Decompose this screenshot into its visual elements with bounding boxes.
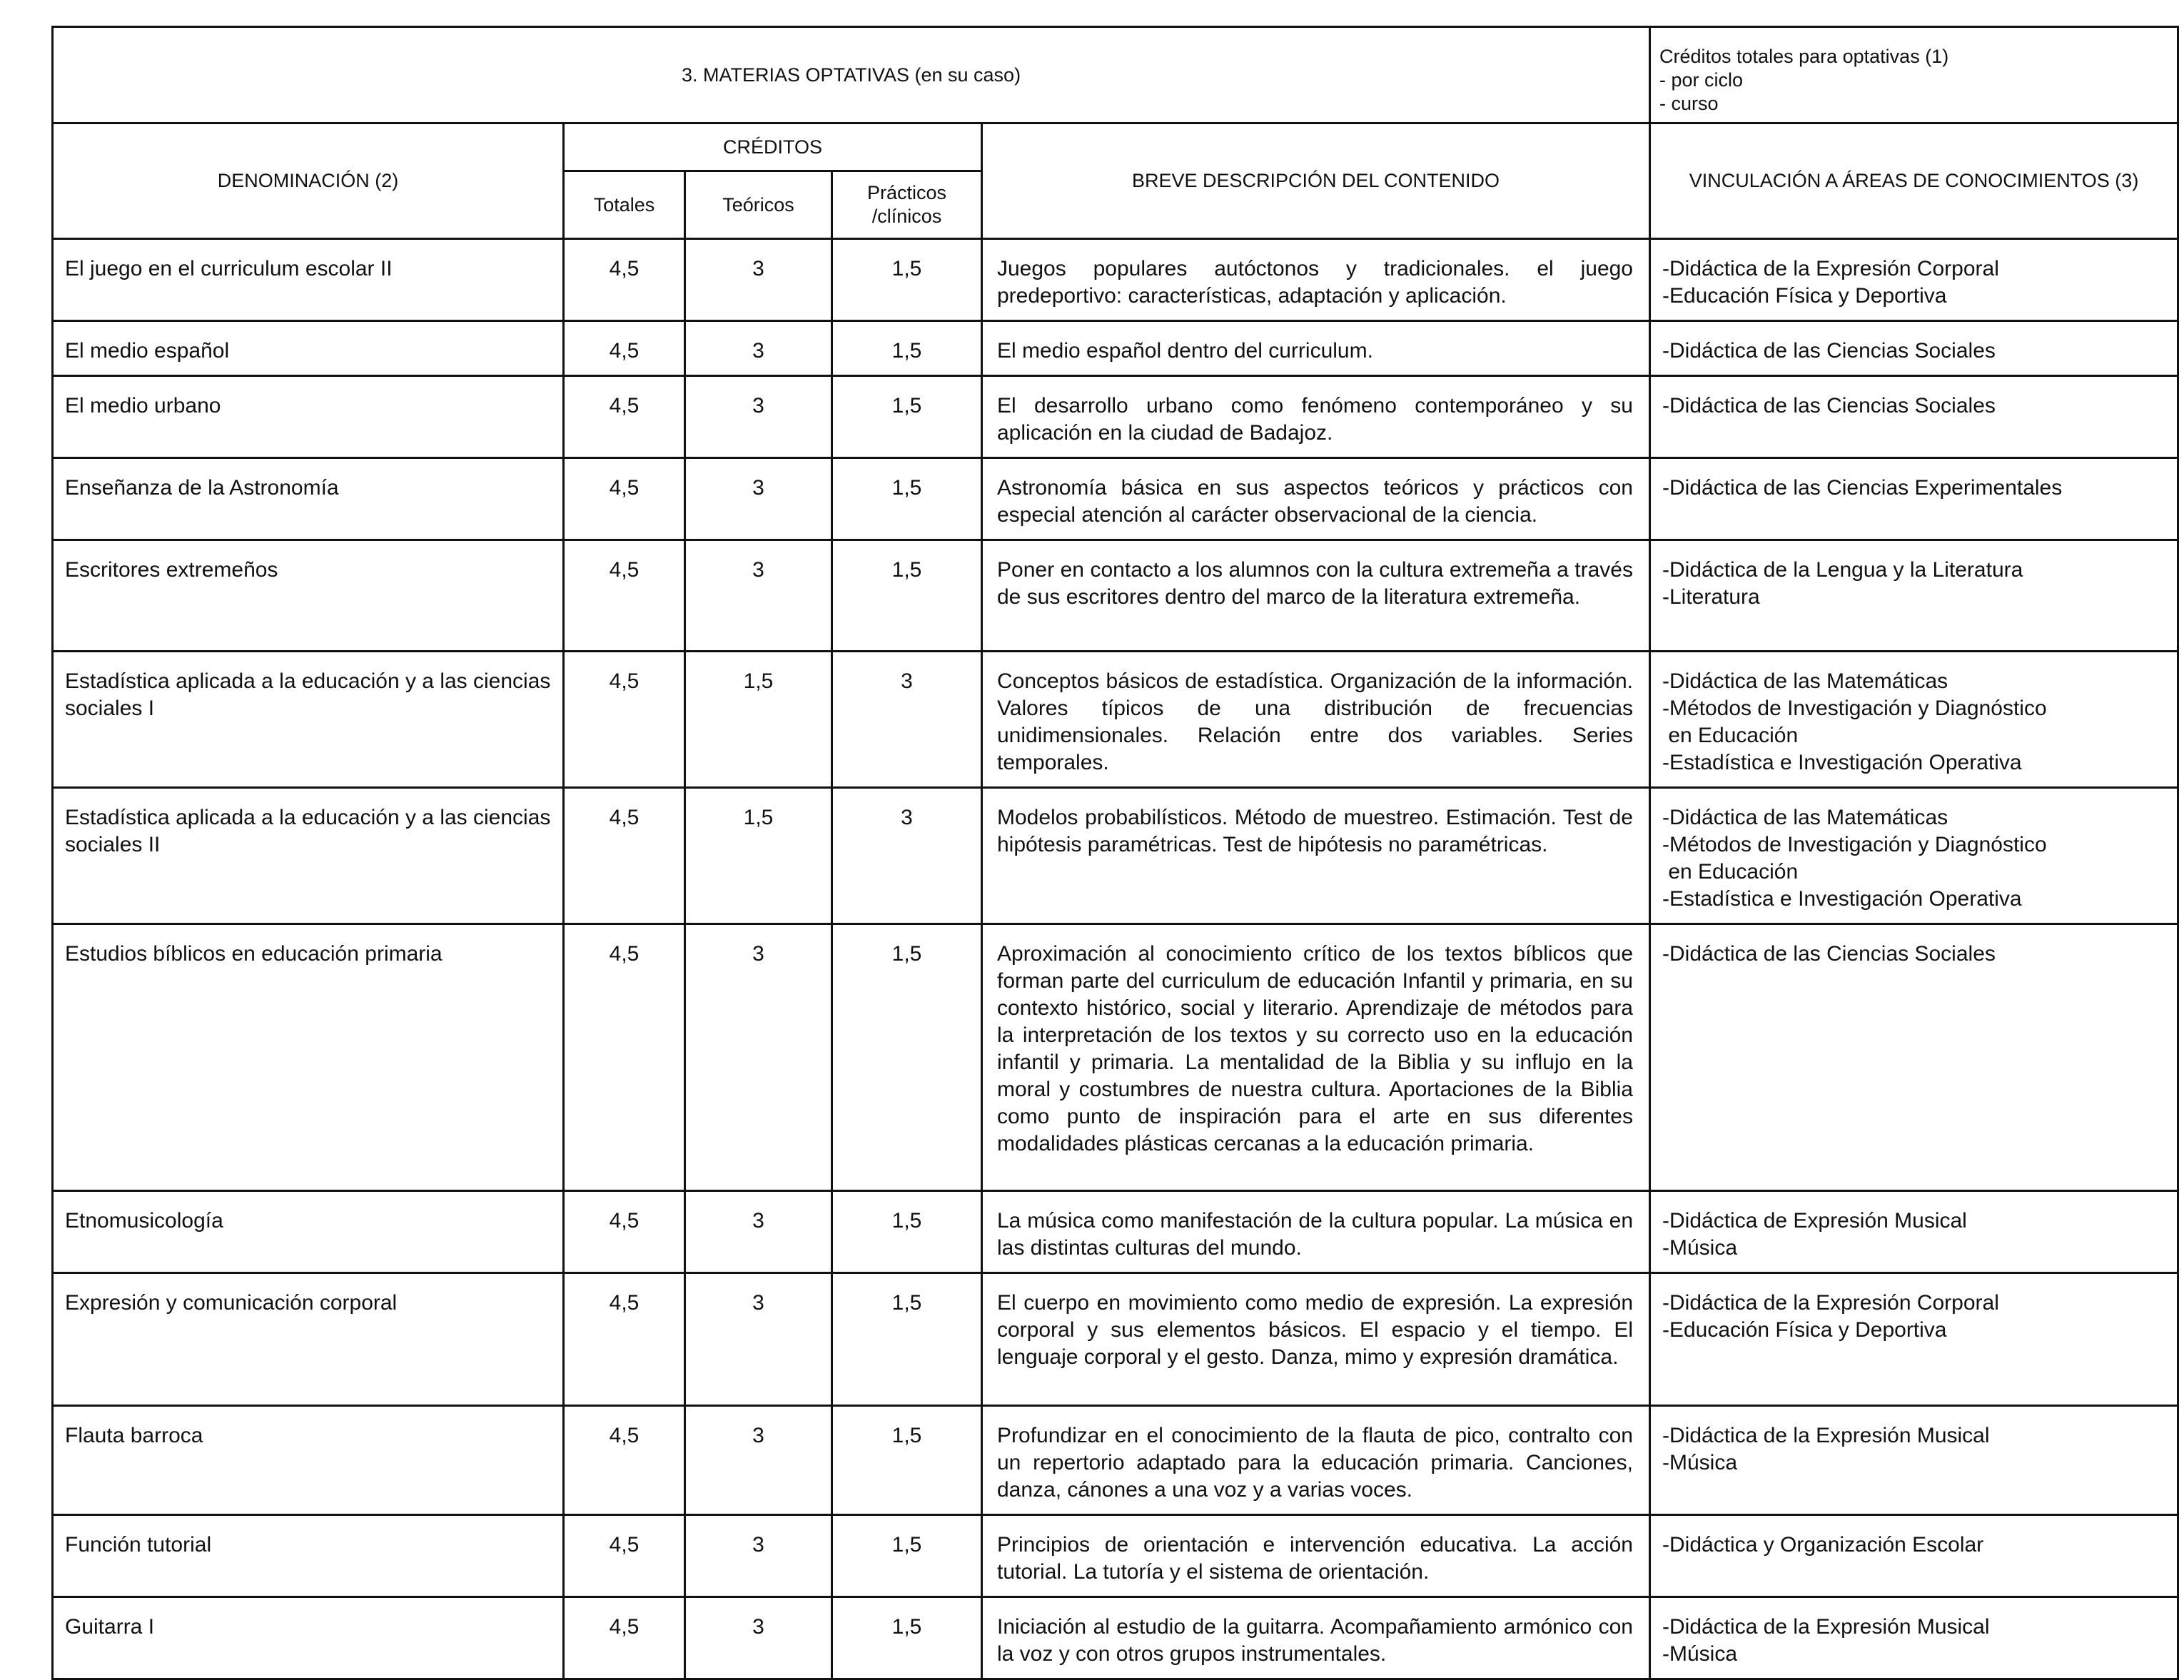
- credits-teoricos: 3: [685, 376, 832, 458]
- subject-description: Juegos populares autóctonos y tradicionales. el juego predeportivo: características, adaptación y aplicación.: [982, 239, 1650, 321]
- subject-name: Flauta barroca: [53, 1406, 564, 1515]
- knowledge-area-item: -Métodos de Investigación y Diagnóstico: [1662, 833, 2047, 856]
- credits-practicos: 1,5: [832, 1191, 982, 1273]
- credits-practicos: 1,5: [832, 458, 982, 540]
- col-header-creditos: CRÉDITOS: [564, 123, 982, 171]
- credits-totales: 4,5: [564, 1191, 685, 1273]
- knowledge-area-item: -Didáctica de la Expresión Musical: [1662, 1424, 1990, 1447]
- knowledge-areas: [1650, 321, 2178, 376]
- knowledge-area-item: -Educación Física y Deportiva: [1662, 1318, 1947, 1342]
- table-title: 3. MATERIAS OPTATIVAS (en su caso): [53, 27, 1650, 123]
- knowledge-area-item: -Literatura: [1662, 585, 1760, 609]
- knowledge-area-item: -Didáctica de las Ciencias Sociales: [1662, 942, 1996, 966]
- knowledge-area-item: -Didáctica de la Expresión Corporal: [1662, 257, 1999, 280]
- credits-note: [1650, 27, 2178, 123]
- credits-teoricos: 3: [685, 458, 832, 540]
- knowledge-areas: [1650, 1597, 2178, 1679]
- table-row: [53, 1406, 2178, 1515]
- subject-name: Expresión y comunicación corporal: [53, 1273, 564, 1406]
- credits-teoricos: 3: [685, 1597, 832, 1679]
- credits-practicos: 1,5: [832, 1273, 982, 1406]
- credits-totales: 4,5: [564, 1406, 685, 1515]
- knowledge-areas: [1650, 1515, 2178, 1597]
- subject-name: Guitarra I: [53, 1597, 564, 1679]
- subject-name: Enseñanza de la Astronomía: [53, 458, 564, 540]
- table-row: [53, 788, 2178, 924]
- subject-description: Principios de orientación e intervención educativa. La acción tutorial. La tutoría y el sistema de orientación.: [982, 1515, 1650, 1597]
- table-row: [53, 376, 2178, 458]
- credits-practicos: 1,5: [832, 376, 982, 458]
- credits-totales: 4,5: [564, 924, 685, 1191]
- knowledge-areas: [1650, 239, 2178, 321]
- knowledge-area-item: en Educación: [1662, 724, 1799, 747]
- knowledge-area-item: -Didáctica de Expresión Musical: [1662, 1209, 1967, 1233]
- credits-practicos: 1,5: [832, 1597, 982, 1679]
- credits-teoricos: 3: [685, 1406, 832, 1515]
- credits-practicos: 1,5: [832, 1515, 982, 1597]
- credits-teoricos: 3: [685, 1273, 832, 1406]
- credits-teoricos: 3: [685, 540, 832, 652]
- subject-description: Modelos probabilísticos. Método de muestreo. Estimación. Test de hipótesis paramétricas. Test de hipótesis no paramétricas.: [982, 788, 1650, 924]
- knowledge-area-item: -Didáctica y Organización Escolar: [1662, 1533, 1984, 1557]
- credits-teoricos: 1,5: [685, 652, 832, 788]
- credits-totales: 4,5: [564, 458, 685, 540]
- knowledge-area-item: -Educación Física y Deportiva: [1662, 284, 1947, 308]
- table-row: [53, 458, 2178, 540]
- credits-totales: 4,5: [564, 1273, 685, 1406]
- knowledge-area-item: -Estadística e Investigación Operativa: [1662, 887, 2022, 911]
- optional-subjects-table: [51, 26, 2179, 1680]
- subject-description: Aproximación al conocimiento crítico de los textos bíblicos que forman parte del curriculum de educación Infantil y primaria, en su contexto histórico, social y literario. Aprendizaje de métodos para la interpretación de los textos y su correcto uso en la educación infantil y primaria. La mentalidad de la Biblia y su influjo en la moral y costumbres de nuestra cultura. Aportaciones de la Biblia como punto de inspiración para el arte en sus diferentes modalidades plásticas cercanas a la educación primaria.: [982, 924, 1650, 1191]
- subject-name: El medio urbano: [53, 376, 564, 458]
- knowledge-areas: [1650, 376, 2178, 458]
- knowledge-areas: [1650, 788, 2178, 924]
- subject-name: Función tutorial: [53, 1515, 564, 1597]
- table-row: [53, 239, 2178, 321]
- knowledge-area-item: -Didáctica de las Ciencias Experimentales: [1662, 476, 2063, 500]
- credits-practicos: 3: [832, 652, 982, 788]
- knowledge-area-item: -Música: [1662, 1451, 1738, 1474]
- credits-practicos: 1,5: [832, 540, 982, 652]
- knowledge-area-item: -Didáctica de las Matemáticas: [1662, 806, 1948, 829]
- title-row: [53, 27, 2178, 123]
- knowledge-area-item: -Didáctica de la Lengua y la Literatura: [1662, 558, 2023, 582]
- knowledge-area-item: -Estadística e Investigación Operativa: [1662, 751, 2022, 774]
- col-header-vinculacion: VINCULACIÓN A ÁREAS DE CONOCIMIENTOS (3): [1650, 123, 2178, 239]
- credits-totales: 4,5: [564, 788, 685, 924]
- knowledge-areas: [1650, 458, 2178, 540]
- knowledge-area-item: -Música: [1662, 1236, 1738, 1260]
- table-row: [53, 652, 2178, 788]
- credits-teoricos: 3: [685, 924, 832, 1191]
- credits-practicos: 1,5: [832, 239, 982, 321]
- knowledge-areas: [1650, 540, 2178, 652]
- col-header-totales: Totales: [564, 171, 685, 239]
- knowledge-areas: [1650, 652, 2178, 788]
- credits-totales: 4,5: [564, 239, 685, 321]
- subject-description: Conceptos básicos de estadística. Organización de la información. Valores típicos de una distribución de frecuencias unidimensionales. Relación entre dos variables. Series temporales.: [982, 652, 1650, 788]
- credits-teoricos: 3: [685, 1191, 832, 1273]
- knowledge-areas: [1650, 1406, 2178, 1515]
- credits-totales: 4,5: [564, 652, 685, 788]
- subject-name: El juego en el curriculum escolar II: [53, 239, 564, 321]
- credits-note-line: - curso: [1659, 93, 1719, 114]
- credits-teoricos: 1,5: [685, 788, 832, 924]
- subject-name: Escritores extremeños: [53, 540, 564, 652]
- credits-totales: 4,5: [564, 321, 685, 376]
- table-row: [53, 1191, 2178, 1273]
- subject-name: El medio español: [53, 321, 564, 376]
- col-header-descripcion: BREVE DESCRIPCIÓN DEL CONTENIDO: [982, 123, 1650, 239]
- knowledge-areas: [1650, 1191, 2178, 1273]
- credits-teoricos: 3: [685, 1515, 832, 1597]
- credits-totales: 4,5: [564, 540, 685, 652]
- credits-practicos: 1,5: [832, 321, 982, 376]
- knowledge-area-item: -Didáctica de las Ciencias Sociales: [1662, 339, 1996, 363]
- credits-practicos: 1,5: [832, 924, 982, 1191]
- knowledge-area-item: -Didáctica de la Expresión Musical: [1662, 1615, 1990, 1639]
- table-row: [53, 1597, 2178, 1679]
- knowledge-area-item: en Educación: [1662, 860, 1799, 884]
- table-row: [53, 321, 2178, 376]
- table-row: [53, 924, 2178, 1191]
- subject-description: Astronomía básica en sus aspectos teóricos y prácticos con especial atención al carácter observacional de la ciencia.: [982, 458, 1650, 540]
- credits-practicos: 3: [832, 788, 982, 924]
- credits-totales: 4,5: [564, 1515, 685, 1597]
- col-header-denominacion: DENOMINACIÓN (2): [53, 123, 564, 239]
- subject-description: El cuerpo en movimiento como medio de expresión. La expresión corporal y sus elementos básicos. El espacio y el tiempo. El lenguaje corporal y el gesto. Danza, mimo y expresión dramática.: [982, 1273, 1650, 1406]
- credits-practicos: 1,5: [832, 1406, 982, 1515]
- credits-totales: 4,5: [564, 376, 685, 458]
- subject-description: Profundizar en el conocimiento de la flauta de pico, contralto con un repertorio adaptado para la educación primaria. Canciones, danza, cánones a una voz y a varias voces.: [982, 1406, 1650, 1515]
- knowledge-area-item: -Música: [1662, 1642, 1738, 1666]
- credits-teoricos: 3: [685, 321, 832, 376]
- subject-description: El medio español dentro del curriculum.: [982, 321, 1650, 376]
- col-header-practicos: Prácticos /clínicos: [832, 171, 982, 239]
- table-row: [53, 1273, 2178, 1406]
- knowledge-area-item: -Métodos de Investigación y Diagnóstico: [1662, 697, 2047, 720]
- subject-description: Iniciación al estudio de la guitarra. Acompañamiento armónico con la voz y con otros grupos instrumentales.: [982, 1597, 1650, 1679]
- subject-name: Etnomusicología: [53, 1191, 564, 1273]
- subject-name: Estudios bíblicos en educación primaria: [53, 924, 564, 1191]
- subject-description: Poner en contacto a los alumnos con la cultura extremeña a través de sus escritores dentro del marco de la literatura extremeña.: [982, 540, 1650, 652]
- knowledge-area-item: -Didáctica de las Matemáticas: [1662, 669, 1948, 693]
- column-header-row: [53, 123, 2178, 171]
- credits-note-line: - por ciclo: [1659, 69, 1744, 91]
- subject-name: Estadística aplicada a la educación y a las ciencias sociales II: [53, 788, 564, 924]
- table-row: [53, 540, 2178, 652]
- knowledge-area-item: -Didáctica de las Ciencias Sociales: [1662, 394, 1996, 418]
- table-row: [53, 1515, 2178, 1597]
- knowledge-area-item: -Didáctica de la Expresión Corporal: [1662, 1291, 1999, 1315]
- subject-description: El desarrollo urbano como fenómeno contemporáneo y su aplicación en la ciudad de Badajoz.: [982, 376, 1650, 458]
- subject-name: Estadística aplicada a la educación y a las ciencias sociales I: [53, 652, 564, 788]
- knowledge-areas: [1650, 924, 2178, 1191]
- credits-teoricos: 3: [685, 239, 832, 321]
- col-header-teoricos: Teóricos: [685, 171, 832, 239]
- credits-note-line: Créditos totales para optativas (1): [1659, 46, 1949, 67]
- subject-description: La música como manifestación de la cultura popular. La música en las distintas culturas del mundo.: [982, 1191, 1650, 1273]
- knowledge-areas: [1650, 1273, 2178, 1406]
- credits-totales: 4,5: [564, 1597, 685, 1679]
